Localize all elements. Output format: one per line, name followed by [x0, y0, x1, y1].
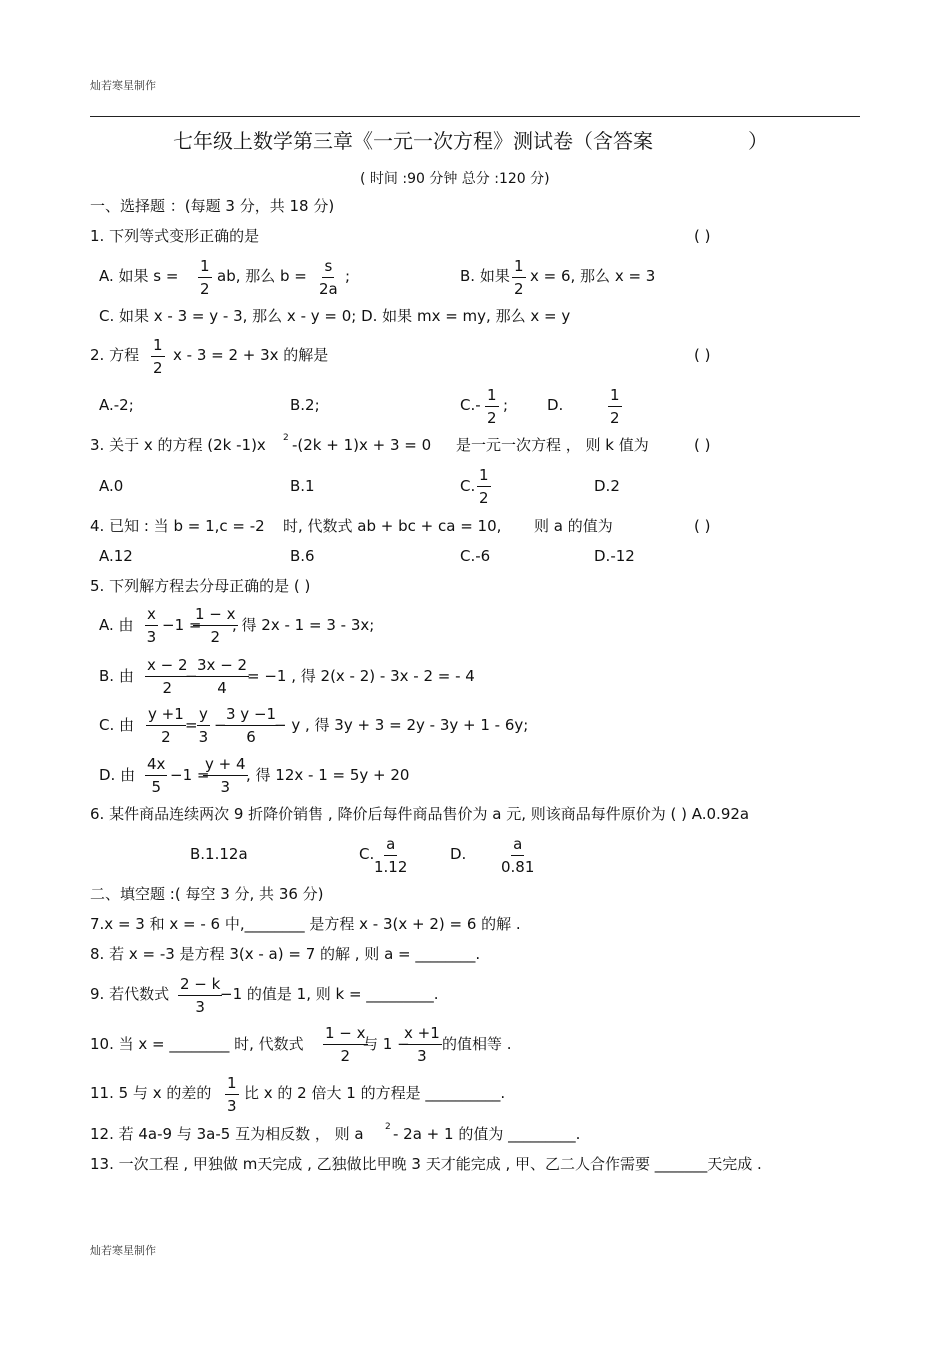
title-close-paren: ） [748, 129, 768, 153]
question-9-end: −1 的值是 1, 则 k = _________. [220, 985, 439, 1003]
question-4-stem-b: 时, 代数式 ab + bc + ca = 10, [283, 517, 502, 535]
q1-option-b-end: x = 6, 那么 x = 3 [530, 267, 656, 285]
question-2-prefix: 2. 方程 [90, 346, 140, 364]
q4-option-c: C.-6 [460, 547, 491, 565]
q3-option-c: C. [460, 477, 476, 495]
q9-fraction: $\frac{2 - k}{3}$ [180, 975, 221, 1016]
q5-option-a-mid: −1 = [162, 616, 202, 634]
q5-option-c-prefix: C. 由 [99, 716, 135, 734]
question-6-stem: 6. 某件商品连续两次 9 折降价销售 , 降价后每件商品售价为 a 元, 则该商品每件原价为 ( ) A.0.92a [90, 805, 750, 823]
q10-fraction-1: $\frac{1 - x}{2}$ [325, 1024, 366, 1065]
q4-option-a: A.12 [99, 547, 133, 565]
q6-option-b: B.1.12a [190, 845, 248, 863]
header-rule [90, 116, 860, 117]
q1-option-a-prefix: A. 如果 s = [99, 267, 179, 285]
q5-option-c-end: − y , 得 3y + 3 = 2y - 3y + 1 - 6y; [274, 716, 529, 734]
q2-option-c-fraction: $\frac{1}{2}$ [487, 386, 497, 427]
page-footer: 灿若寒星制作 [90, 1244, 156, 1257]
q3-option-c-fraction: $\frac{1}{2}$ [479, 466, 489, 507]
page-title: 七年级上数学第三章《一元一次方程》测试卷（含答案 [173, 129, 653, 153]
question-4-stem-a: 4. 已知 : 当 b = 1,c = -2 [90, 517, 265, 535]
question-7: 7.x = 3 和 x = - 6 中,________ 是方程 x - 3(x + 2) = 6 的解 . [90, 915, 521, 933]
q1-option-b-fraction: $\frac{1}{2}$ [514, 257, 524, 298]
q1-option-a-mid: ab, 那么 b = [217, 267, 307, 285]
q11-fraction: $\frac{1}{3}$ [227, 1074, 237, 1115]
question-4-stem-c: 则 a 的值为 [534, 517, 613, 535]
q6-option-d: D. [450, 845, 467, 863]
q1-option-a-fraction-2: $\frac{s}{2a}$ [319, 257, 338, 298]
q5-option-d-fraction-1: $\frac{4x}{5}$ [147, 755, 166, 796]
answer-paren-2: ( ) [694, 346, 711, 364]
q2-option-c-prefix: C.- [460, 396, 481, 414]
question-8: 8. 若 x = -3 是方程 3(x - a) = 7 的解 , 则 a = ________. [90, 945, 481, 963]
q2-option-d: D. [547, 396, 564, 414]
q5-option-d-prefix: D. 由 [99, 766, 136, 784]
question-9-prefix: 9. 若代数式 [90, 985, 170, 1003]
q5-option-c-mid-1: = [185, 716, 198, 734]
question-10-end: 的值相等 . [442, 1035, 512, 1053]
question-11-end: 比 x 的 2 倍大 1 的方程是 __________. [244, 1084, 506, 1102]
page-header: 灿若寒星制作 [90, 79, 156, 92]
question-12-prefix: 12. 若 4a-9 与 3a-5 互为相反数 ， 则 a [90, 1125, 364, 1143]
q5-option-c-fraction-1: $\frac{y +1}{2}$ [148, 705, 184, 746]
q1-option-a-end: ; [345, 267, 351, 285]
q2-option-c-end: ; [503, 396, 509, 414]
q5-option-c-fraction-2: $\frac{y}{3}$ [198, 705, 209, 746]
question-10-mid: 与 1 − [363, 1035, 410, 1053]
q5-option-b-end: = −1 , 得 2(x - 2) - 3x - 2 = - 4 [247, 667, 475, 685]
question-2-stem: x - 3 = 2 + 3x 的解是 [173, 346, 329, 364]
q4-option-b: B.6 [290, 547, 315, 565]
answer-paren-1: ( ) [694, 227, 711, 245]
q2-option-d-fraction: $\frac{1}{2}$ [610, 386, 620, 427]
question-12-end: - 2a + 1 的值为 _________. [393, 1125, 581, 1143]
q4-option-d: D.-12 [594, 547, 635, 565]
question-13: 13. 一次工程 , 甲独做 m天完成 , 乙独做比甲晚 3 天才能完成 , 甲、乙二人合作需要 _______天完成 . [90, 1155, 762, 1173]
q5-option-d-mid: −1 = [170, 766, 210, 784]
question-3-stem-a: 3. 关于 x 的方程 (2k -1)x [90, 436, 266, 454]
q1-option-b-prefix: B. 如果 [460, 267, 510, 285]
q5-option-b-prefix: B. 由 [99, 667, 134, 685]
q5-option-b-fraction-1: $\frac{x - 2}{2}$ [147, 656, 188, 697]
q3-option-d: D.2 [594, 477, 620, 495]
q5-option-a-fraction-2: $\frac{1 - x}{2}$ [195, 605, 236, 646]
q2-option-a: A.-2; [99, 396, 134, 414]
q10-fraction-2: $\frac{x +1}{3}$ [404, 1024, 440, 1065]
q2-option-b: B.2; [290, 396, 320, 414]
q5-option-c-fraction-3: $\frac{3 y -1}{6}$ [226, 705, 277, 746]
exam-subtitle: ( 时间 :90 分钟 总分 :120 分) [360, 171, 550, 187]
question-1-stem: 1. 下列等式变形正确的是 [90, 227, 260, 245]
q1-options-c-d: C. 如果 x - 3 = y - 3, 那么 x - y = 0; D. 如果 mx = my, 那么 x = y [99, 307, 571, 325]
q5-option-b-fraction-2: $\frac{3x - 2}{4}$ [197, 656, 248, 697]
q3-option-a: A.0 [99, 477, 124, 495]
question-11-prefix: 11. 5 与 x 的差的 [90, 1084, 212, 1102]
q6-option-d-fraction: $\frac{a}{0.81}$ [501, 835, 535, 876]
question-10-prefix: 10. 当 x = ________ 时, 代数式 [90, 1035, 304, 1053]
q5-option-a-fraction-1: $\frac{x}{3}$ [146, 605, 157, 646]
question-5-stem: 5. 下列解方程去分母正确的是 ( ) [90, 577, 311, 595]
answer-paren-4: ( ) [694, 517, 711, 535]
q6-option-c: C. [359, 845, 375, 863]
section-heading-fill: 二、填空题 :( 每空 3 分, 共 36 分) [90, 885, 324, 903]
q3-exponent: 2 [283, 433, 289, 443]
q1-option-a-fraction: $\frac{1}{2}$ [200, 257, 210, 298]
question-3-stem-c: 是一元一次方程 ， 则 k 值为 [456, 436, 649, 454]
q12-exponent: 2 [385, 1122, 391, 1132]
q3-option-b: B.1 [290, 477, 315, 495]
q5-option-a-prefix: A. 由 [99, 616, 134, 634]
q5-option-d-end: , 得 12x - 1 = 5y + 20 [246, 766, 410, 784]
q5-option-b-mid: − [185, 667, 198, 685]
q5-option-a-end: , 得 2x - 1 = 3 - 3x; [232, 616, 375, 634]
q2-fraction: $\frac{1}{2}$ [153, 336, 163, 377]
question-3-stem-b: -(2k + 1)x + 3 = 0 [292, 436, 432, 454]
answer-paren-3: ( ) [694, 436, 711, 454]
q6-option-c-fraction: $\frac{a}{1.12}$ [374, 835, 408, 876]
q5-option-d-fraction-2: $\frac{y + 4}{3}$ [205, 755, 246, 796]
q5-option-c-mid-2: − [214, 716, 227, 734]
section-heading-choice: 一、选择题 ：(每题 3 分，共 18 分) [90, 197, 335, 215]
